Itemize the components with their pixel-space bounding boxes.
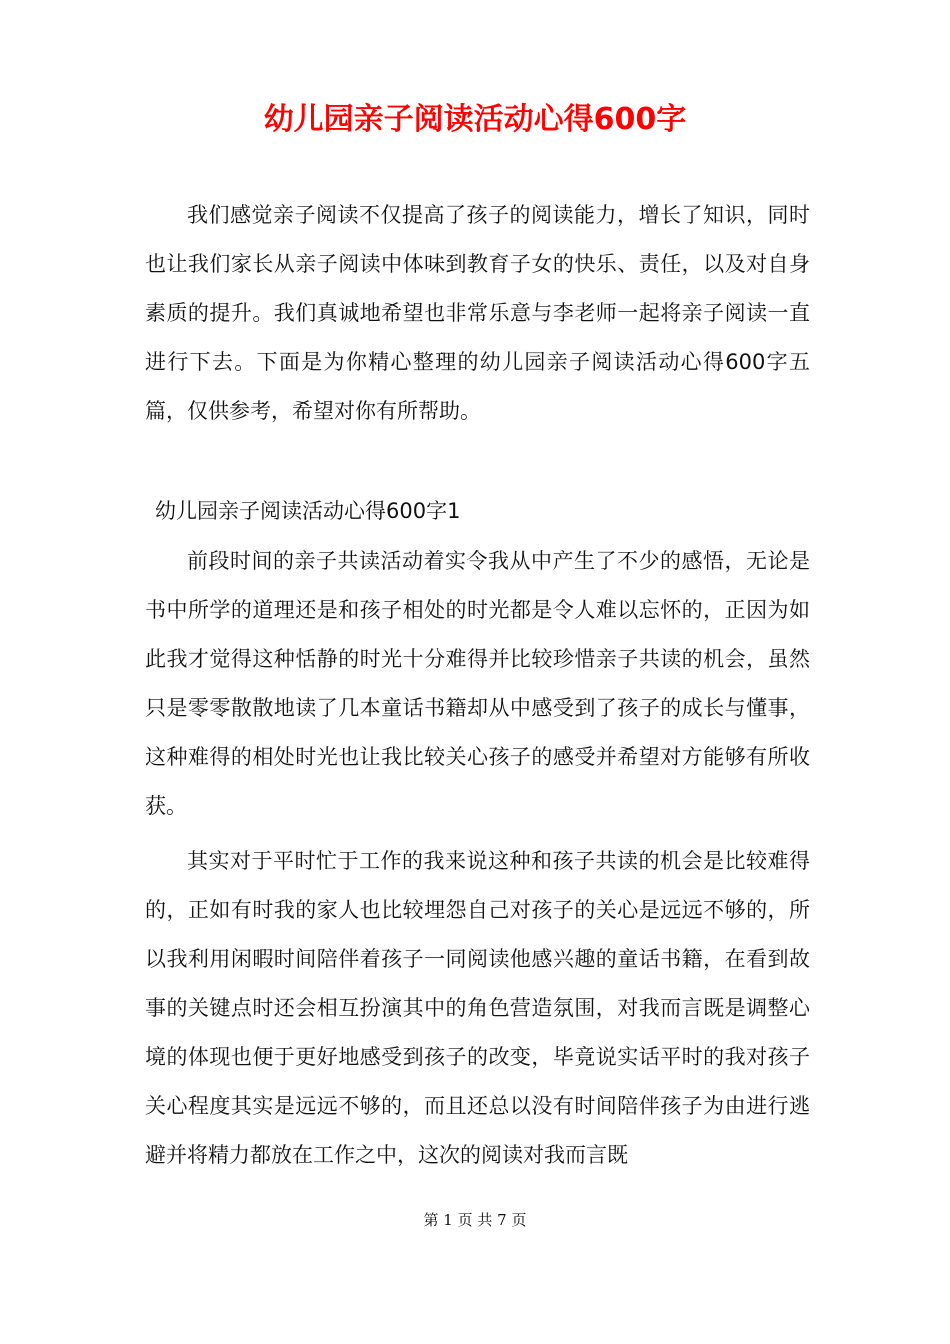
body-paragraph-2: 其实对于平时忙于工作的我来说这种和孩子共读的机会是比较难得的，正如有时我的家人也比较埋怨自己对孩子的关心是远远不够的，所以我利用闲暇时间陪伴着孩子一同阅读他感兴趣的童话书籍，在看到故事的关键点时还会相互扮演其中的角色营造氛围，对我而言既是调整心境的体现也便于更好地感受到孩子的改变，毕竟说实话平时的我对孩子关心程度其实是远远不够的，而且还总以没有时间陪伴孩子为由进行逃避并将精力都放在工作之中，这次的阅读对我而言既 — [145, 849, 810, 1167]
page-footer — [0, 1208, 950, 1232]
page-number-label: 第 1 页 共 7 页 — [423, 1211, 527, 1229]
document-title: 幼儿园亲子阅读活动心得600字 — [263, 102, 687, 137]
section-heading: 幼儿园亲子阅读活动心得600字1 — [155, 499, 461, 523]
body-paragraph-1: 前段时间的亲子共读活动着实令我从中产生了不少的感悟，无论是书中所学的道理还是和孩子相处的时光都是令人难以忘怀的，正因为如此我才觉得这种恬静的时光十分难得并比较珍惜亲子共读的机会，虽然只是零零散散地读了几本童话书籍却从中感受到了孩子的成长与懂事，这种难得的相处时光也让我比较关心孩子的感受并希望对方能够有所收获。 — [145, 549, 810, 818]
intro-paragraph: 我们感觉亲子阅读不仅提高了孩子的阅读能力，增长了知识，同时也让我们家长从亲子阅读中体味到教育子女的快乐、责任，以及对自身素质的提升。我们真诚地希望也非常乐意与李老师一起将亲子阅读一直进行下去。下面是为你精心整理的幼儿园亲子阅读活动心得600字五篇，仅供参考，希望对你有所帮助。 — [145, 203, 810, 423]
